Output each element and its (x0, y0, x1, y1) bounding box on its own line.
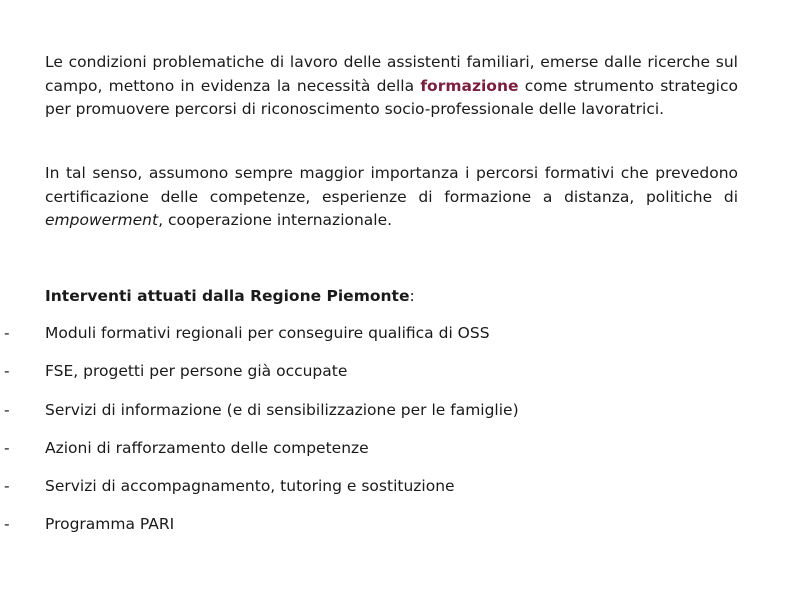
list-item (0, 322, 794, 360)
interventions-list (0, 322, 794, 552)
interventions-heading-colon: : (409, 287, 415, 305)
highlight-formazione: formazione (420, 76, 519, 95)
list-item (0, 475, 794, 513)
list-item (0, 399, 794, 437)
list-bullet: - (4, 438, 10, 457)
list-bullet: - (4, 515, 10, 534)
intro-paragraph (45, 51, 738, 122)
empowerment-term: empowerment (45, 211, 159, 229)
list-item (0, 513, 794, 551)
list-item-text: FSE, progetti per persone già occupate (45, 362, 348, 381)
list-bullet: - (4, 362, 10, 381)
training-text-before: In tal senso, assumono sempre maggior importanza i percorsi formativi che prevedono certificazione delle competenze, esperienze di formazione a distanza, politiche di (45, 164, 738, 206)
list-item-text: Azioni di rafforzamento delle competenze (45, 438, 369, 457)
list-item (0, 437, 794, 475)
intro-text-before: Le condizioni problematiche di lavoro delle assistenti familiari, emerse dalle ricerche sul campo, mettono in evidenza la necessità della (45, 53, 738, 95)
list-bullet: - (4, 324, 10, 342)
intro-text-after: come strumento strategico per promuovere percorsi di riconoscimento socio-professionale delle lavoratrici. (45, 76, 738, 118)
list-item (0, 360, 794, 398)
list-bullet: - (4, 477, 10, 496)
interventions-heading (45, 285, 415, 309)
training-text-after: , cooperazione internazionale. (158, 211, 393, 229)
list-item-text: Servizi di accompagnamento, tutoring e sostituzione (45, 477, 455, 496)
list-bullet: - (4, 400, 10, 419)
list-item-text: Programma PARI (45, 515, 175, 534)
list-item-text: Moduli formativi regionali per conseguire qualifica di OSS (45, 324, 490, 342)
interventions-heading-text: Interventi attuati dalla Regione Piemonte (45, 287, 410, 305)
training-paragraph (45, 162, 738, 233)
list-item-text: Servizi di informazione (e di sensibilizzazione per le famiglie) (45, 400, 519, 419)
